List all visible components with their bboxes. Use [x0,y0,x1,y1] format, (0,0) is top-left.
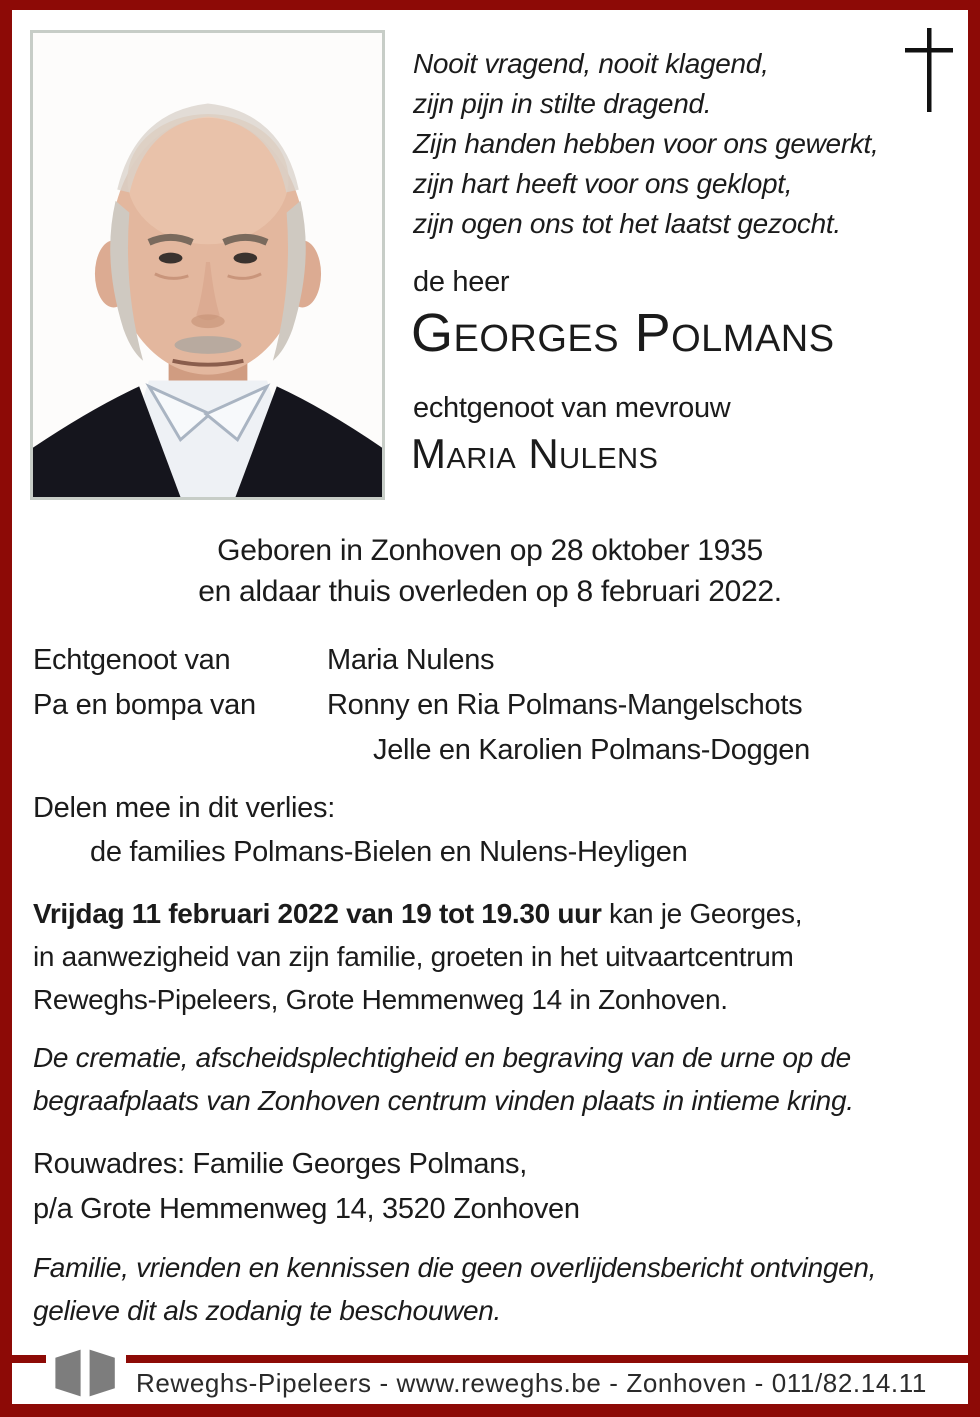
page-border-top [0,0,980,10]
portrait-illustration [33,33,382,497]
visitation-line: in aanwezigheid van zijn familie, groeten in het uitvaartcentrum [33,941,794,972]
poem-line: zijn hart heeft voor ons geklopt, [413,168,793,199]
visitation-paragraph [33,892,943,1021]
condolence-families: de families Polmans-Bielen en Nulens-Heyligen [90,836,688,868]
page-border-left [0,0,12,1417]
deceased-name: Georges Polmans [411,303,835,363]
reweghs-logo [46,1342,126,1404]
poem-line: Nooit vragend, nooit klagend, [413,48,769,79]
relation-row [33,638,933,683]
relations-list [33,638,933,773]
cremation-paragraph [33,1036,943,1122]
open-gate-logo-icon [50,1345,122,1401]
birth-line: Geboren in Zonhoven op 28 oktober 1935 [217,534,763,567]
memorial-poem [413,44,958,244]
poem-line: zijn ogen ons tot het laatst gezocht. [413,208,841,239]
spouse-name: Maria Nulens [411,430,659,477]
footer-rule-right [126,1355,968,1363]
visitation-datetime: Vrijdag 11 februari 2022 van 19 tot 19.30 uur [33,898,602,929]
mourning-address-line: Rouwadres: Familie Georges Polmans, [33,1148,527,1180]
mourning-address-line: p/a Grote Hemmenweg 14, 3520 Zonhoven [33,1193,580,1225]
condolence-heading: Delen mee in dit verlies: [33,792,335,824]
page-border-bottom [0,1404,980,1417]
life-dates [12,530,968,612]
death-line: en aldaar thuis overleden op 8 februari 2022. [198,575,782,608]
relation-value: Jelle en Karolien Polmans-Doggen [373,734,810,766]
relation-values [327,638,933,683]
page-border-right [968,0,980,1417]
poem-line: Zijn handen hebben voor ons gewerkt, [413,128,879,159]
relation-row [33,683,933,773]
portrait-photo [30,30,385,500]
spouse-intro: echtgenoot van mevrouw [413,392,731,424]
footer-rule-left [12,1355,46,1363]
relation-value: Maria Nulens [327,644,495,676]
funeral-home-contact: Reweghs-Pipeleers - www.reweghs.be - Zonhoven - 011/82.14.11 [136,1368,927,1398]
visitation-line: Reweghs-Pipeleers, Grote Hemmenweg 14 in Zonhoven. [33,984,728,1015]
cremation-line: begraafplaats van Zonhoven centrum vinden plaats in intieme kring. [33,1085,854,1116]
relation-label: Pa en bompa van [33,689,256,721]
condolence-section [33,786,933,874]
salutation: de heer [413,266,510,298]
relation-label: Echtgenoot van [33,644,231,676]
relation-values [327,683,933,773]
visitation-line [33,892,943,935]
visitation-line-rest: kan je Georges, [601,898,803,929]
notification-notice [33,1246,953,1332]
notice-line: gelieve dit als zodanig te beschouwen. [33,1295,502,1326]
mourning-address [33,1142,943,1232]
notice-line: Familie, vrienden en kennissen die geen overlijdensbericht ontvingen, [33,1252,877,1283]
cremation-line: De crematie, afscheidsplechtigheid en begraving van de urne op de [33,1042,851,1073]
relation-value: Ronny en Ria Polmans-Mangelschots [327,689,803,721]
poem-line: zijn pijn in stilte dragend. [413,88,712,119]
